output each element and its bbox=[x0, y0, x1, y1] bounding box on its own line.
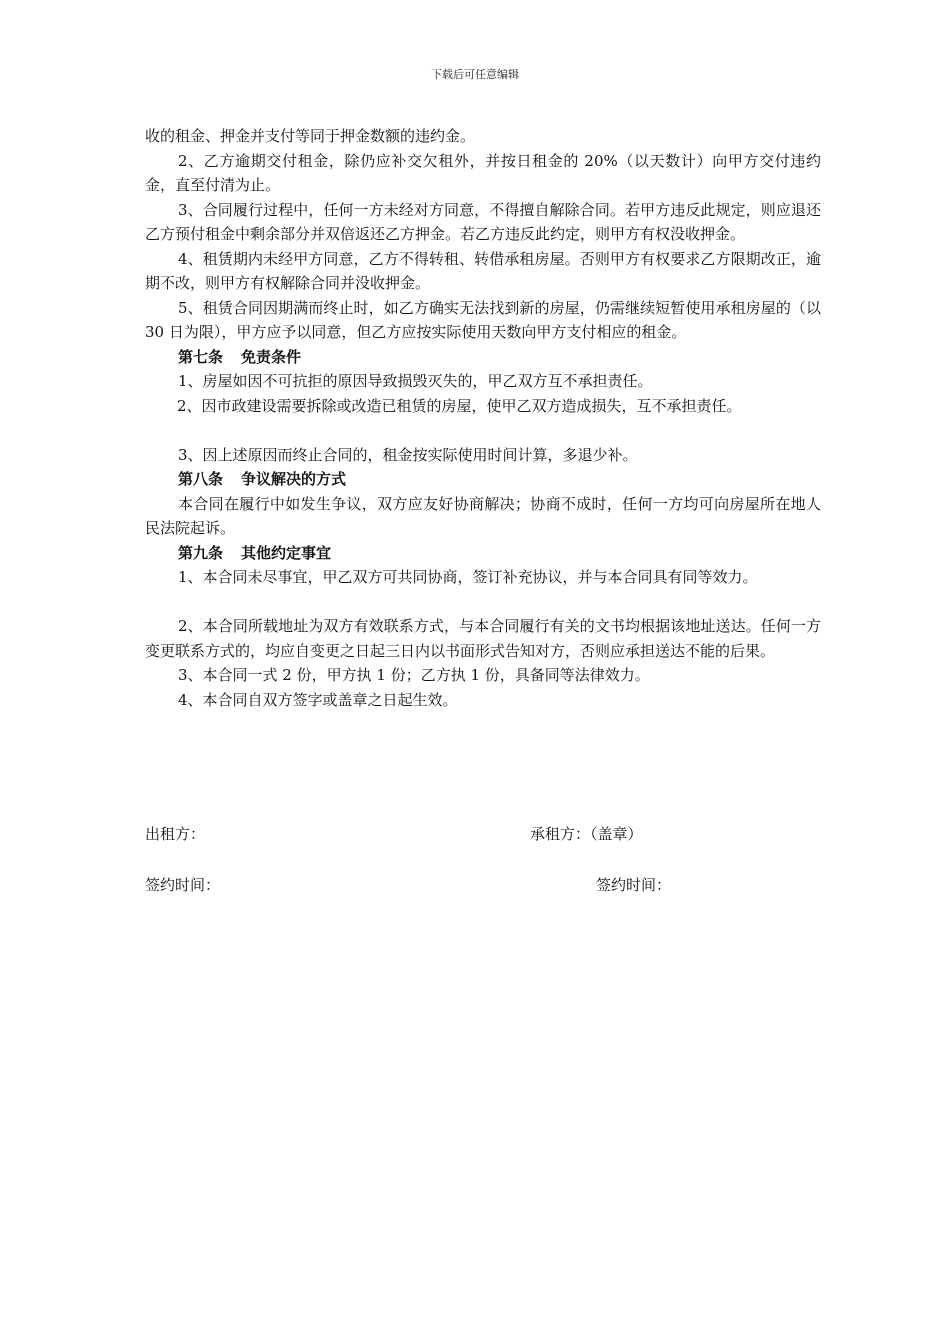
paragraph-continuation: 收的租金、押金并支付等同于押金数额的违约金。 bbox=[145, 127, 476, 145]
article-8-heading bbox=[145, 467, 821, 492]
lessee-label: 承租方：（盖章） bbox=[530, 825, 643, 843]
article-9-item-4: 4、本合同自双方签字或盖章之日起生效。 bbox=[178, 690, 458, 709]
article-9-item-1: 1、本合同未尽事宜，甲乙双方可共同协商，签订补充协议，并与本合同具有同等效力。 bbox=[178, 568, 758, 586]
paragraph-late-rent: 2、乙方逾期交付租金，除仍应补交欠租外，并按日租金的 20%（以天数计）向甲方交付违约金，直至付清为止。 bbox=[145, 151, 821, 194]
contract-body bbox=[145, 124, 821, 712]
sign-date-left-label: 签约时间： bbox=[145, 876, 221, 894]
article-8-body: 本合同在履行中如发生争议，双方应友好协商解决；协商不成时，任何一方均可向房屋所在地人民法院起诉。 bbox=[145, 494, 821, 537]
article-9-number: 第九条 bbox=[178, 543, 224, 562]
article-7-heading bbox=[145, 345, 821, 370]
paragraph-termination: 3、合同履行过程中，任何一方未经对方同意，不得擅自解除合同。若甲方违反此规定，则应退还乙方预付租金中剩余部分并双倍返还乙方押金。若乙方违反此约定，则甲方有权没收押金。 bbox=[145, 200, 821, 243]
signature-row-dates bbox=[145, 874, 825, 895]
article-9-item-3: 3、本合同一式 2 份，甲方执 1 份；乙方执 1 份，具备同等法律效力。 bbox=[178, 666, 650, 684]
article-9-heading bbox=[145, 541, 821, 566]
lessor-label: 出租方： bbox=[145, 825, 206, 843]
article-7-item-1: 1、房屋如因不可抗拒的原因导致损毁灭失的，甲乙双方互不承担责任。 bbox=[178, 372, 653, 390]
article-8-number: 第八条 bbox=[178, 470, 224, 488]
article-7-number: 第七条 bbox=[178, 347, 224, 366]
article-8-title: 争议解决的方式 bbox=[241, 470, 347, 488]
article-9-item-2: 2、本合同所载地址为双方有效联系方式，与本合同履行有关的文书均根据该地址送达。任何一方变更联系方式的，均应自变更之日起三日内以书面形式告知对方，否则应承担送达不能的后果。 bbox=[145, 617, 821, 660]
page-header: 下载后可任意编辑 bbox=[431, 68, 519, 81]
sign-date-right-label: 签约时间： bbox=[596, 876, 672, 894]
article-7-title: 免责条件 bbox=[241, 347, 302, 366]
article-7-item-2: 2、因市政建设需要拆除或改造已租赁的房屋，使甲乙双方造成损失，互不承担责任。 bbox=[177, 396, 742, 415]
signature-row-parties bbox=[145, 823, 825, 844]
article-7-item-3: 3、因上述原因而终止合同的，租金按实际使用时间计算，多退少补。 bbox=[178, 445, 638, 464]
paragraph-sublease: 4、租赁期内未经甲方同意，乙方不得转租、转借承租房屋。否则甲方有权要求乙方限期改正，逾期不改，则甲方有权解除合同并没收押金。 bbox=[145, 249, 821, 292]
article-9-title: 其他约定事宜 bbox=[241, 543, 332, 562]
paragraph-expiry: 5、租赁合同因期满而终止时，如乙方确实无法找到新的房屋，仍需继续短暂使用承租房屋的（以 30 日为限），甲方应予以同意，但乙方应按实际使用天数向甲方支付相应的租金。 bbox=[145, 298, 821, 341]
